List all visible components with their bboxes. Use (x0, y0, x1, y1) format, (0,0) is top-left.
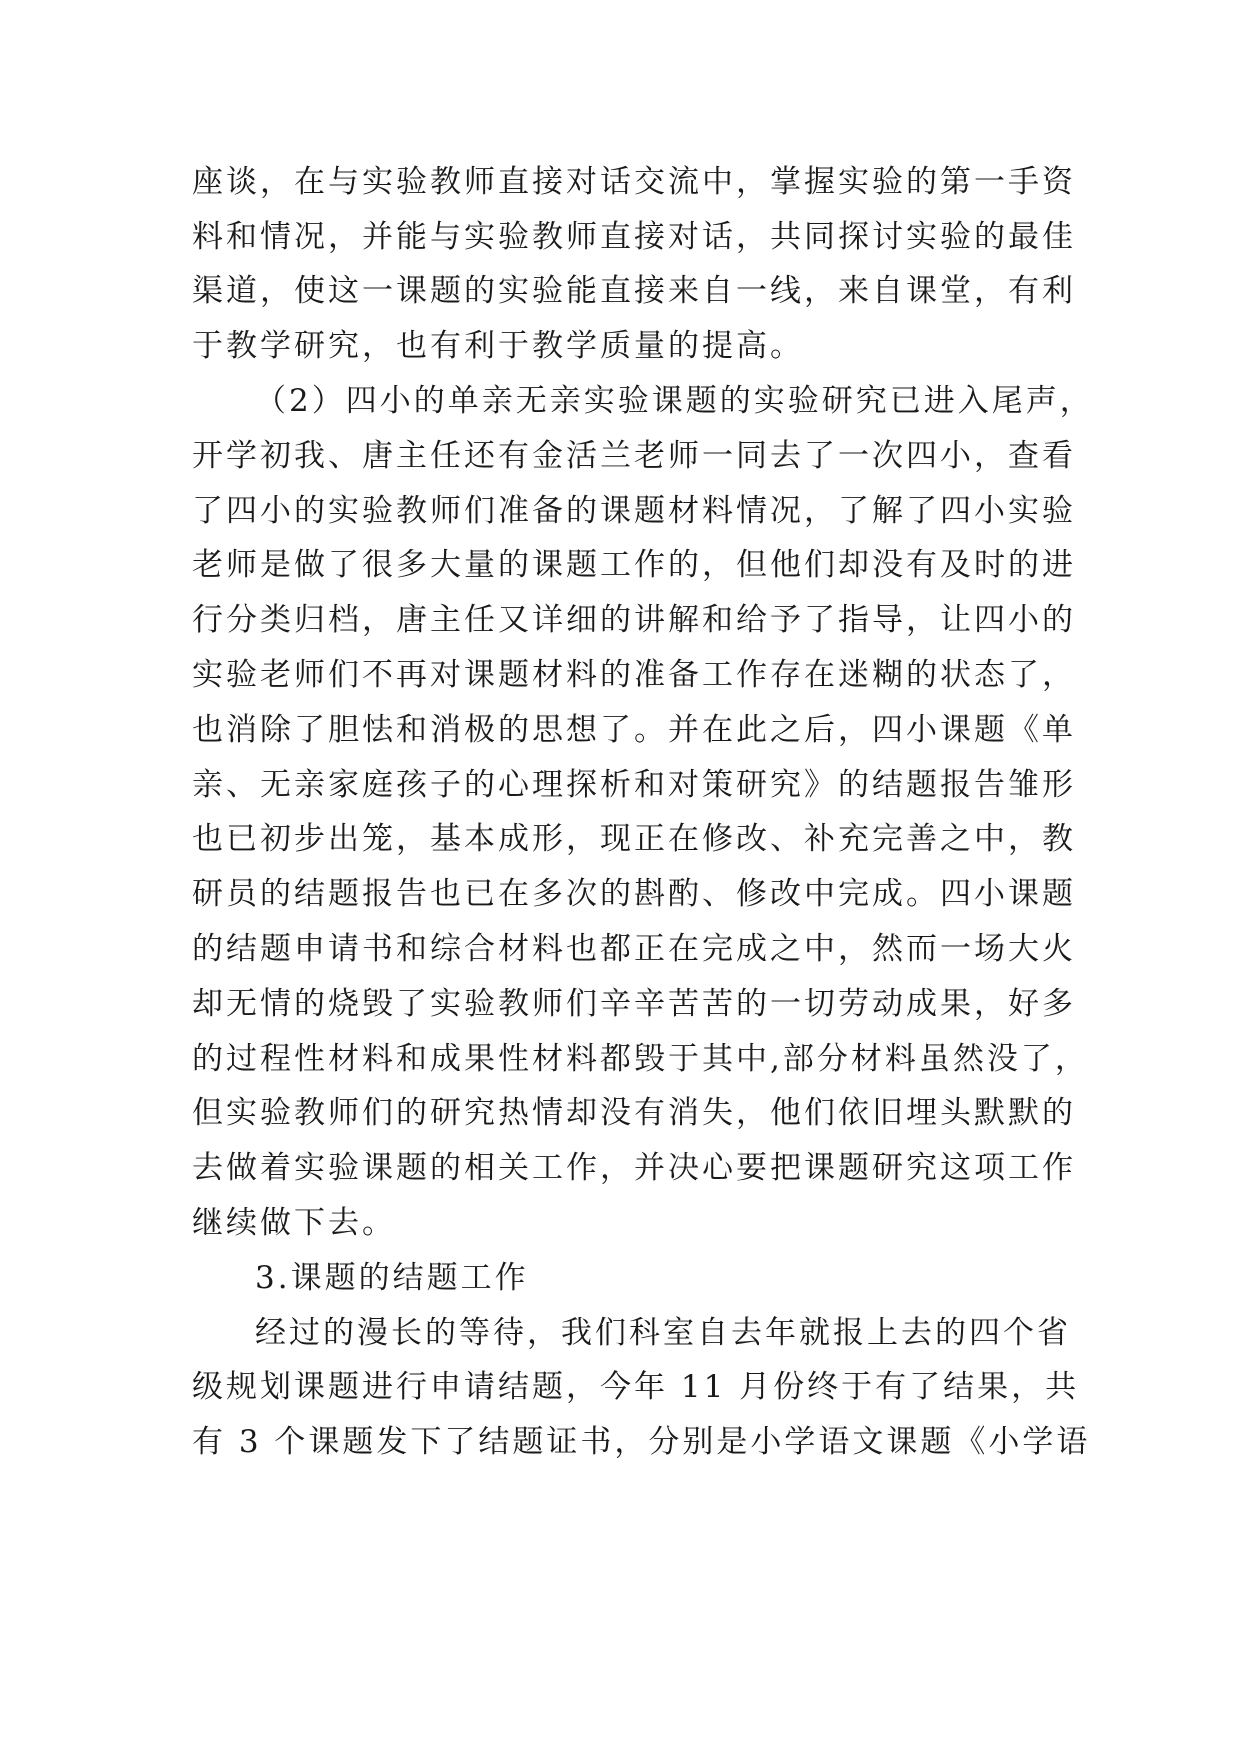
text-line: 却无情的烧毁了实验教师们辛辛苦苦的一切劳动成果，好多 (192, 986, 1076, 1022)
text-line: 的结题申请书和综合材料也都正在完成之中，然而一场大火 (192, 931, 1076, 967)
text-line: 料和情况，并能与实验教师直接对话，共同探讨实验的最佳 (192, 219, 1076, 255)
text-line: 渠道，使这一课题的实验能直接来自一线，来自课堂，有利 (192, 273, 1076, 309)
text-line: 了四小的实验教师们准备的课题材料情况，了解了四小实验 (192, 493, 1076, 529)
text-line: 实验老师们不再对课题材料的准备工作存在迷糊的状态了， (192, 657, 1076, 693)
text-line: 也已初步出笼，基本成形，现正在修改、补充完善之中，教 (192, 821, 1076, 857)
text-line: 去做着实验课题的相关工作，并决心要把课题研究这项工作 (192, 1150, 1076, 1186)
text-line: 也消除了胆怯和消极的思想了。并在此之后，四小课题《单 (192, 712, 1076, 748)
text-line: 开学初我、唐主任还有金活兰老师一同去了一次四小，查看 (192, 438, 1076, 474)
text-line: 但实验教师们的研究热情却没有消失，他们依旧埋头默默的 (192, 1095, 1076, 1131)
section-heading: 3.课题的结题工作 (255, 1260, 529, 1296)
text-line: 有 3 个课题发下了结题证书，分别是小学语文课题《小学语 (192, 1424, 1091, 1460)
text-line: 座谈，在与实验教师直接对话交流中，掌握实验的第一手资 (192, 164, 1076, 200)
text-line: 于教学研究，也有利于教学质量的提高。 (192, 328, 804, 364)
text-line: 老师是做了很多大量的课题工作的，但他们却没有及时的进 (192, 547, 1076, 583)
text-line: 行分类归档，唐主任又详细的讲解和给予了指导，让四小的 (192, 602, 1076, 638)
text-line: 亲、无亲家庭孩子的心理探析和对策研究》的结题报告雏形 (192, 767, 1076, 803)
text-line: 研员的结题报告也已在多次的斟酌、修改中完成。四小课题 (192, 876, 1076, 912)
text-line: 的过程性材料和成果性材料都毁于其中,部分材料虽然没了， (192, 1041, 1089, 1077)
text-line: 继续做下去。 (192, 1205, 396, 1241)
text-line: 级规划课题进行申请结题，今年 11 月份终于有了结果，共 (192, 1369, 1080, 1405)
text-line: （2）四小的单亲无亲实验课题的实验研究已进入尾声， (255, 383, 1094, 419)
text-line: 经过的漫长的等待，我们科室自去年就报上去的四个省 (255, 1315, 1071, 1351)
